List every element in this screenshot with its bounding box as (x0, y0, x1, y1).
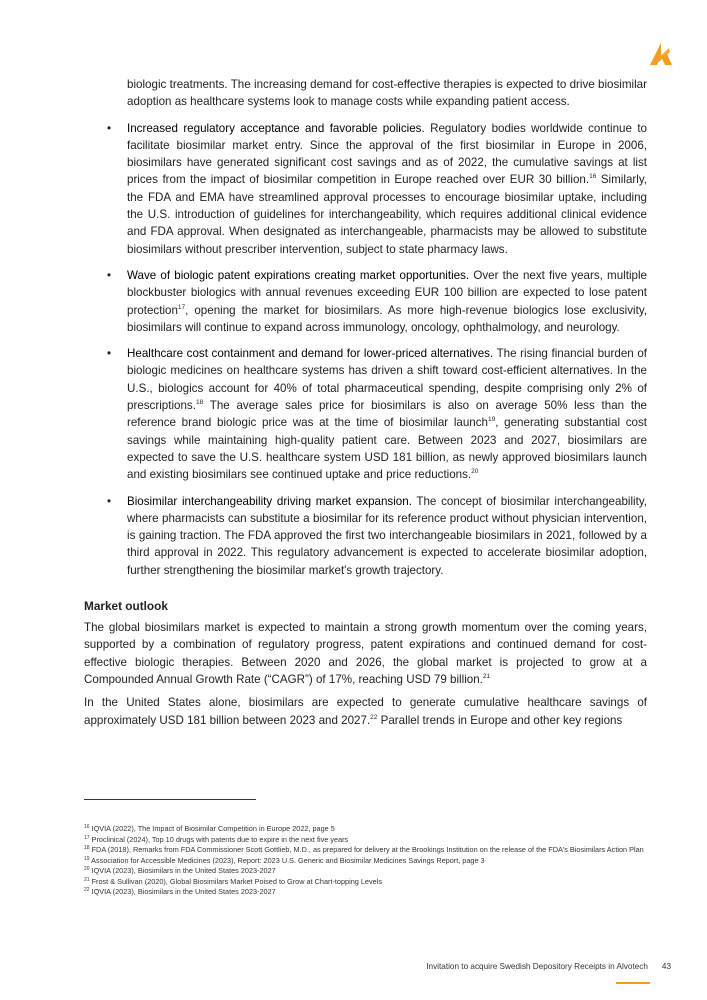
alvotech-logo-icon (649, 42, 673, 66)
footnote: $^{21}$ Frost & Sullivan (2020), Global Biosimilars Market Poised to Grow at Chart-topping Levels (84, 876, 382, 886)
bullet-icon: • (107, 268, 112, 282)
footnote: $^{17}$ Proclinical (2024), Top 10 drugs with patents due to expire in the next five years (84, 834, 349, 844)
list-item: • Increased regulatory acceptance and favorable policies. Regulatory bodies worldwide continue to facilitate biosimilar market entry. Since the approval of the first biosimilar in Europe in 2006, biosimilars have generated significant cost savings and as of 2022, the cumulative savings at list prices from the impact of biosimilar competition in Europe reached over EUR 30 billion.$^{16}$ Similarly, the FDA and EMA have streamlined approval processes to encourage biosimilar uptake, including the U.S. introduction of guidelines for interchangeability, which requires additional clinical evidence and FDA approval. When designated as interchangeable, pharmacists may be allowed to substitute biosimilars without prescriber intervention, subject to state pharmacy laws. (107, 121, 647, 256)
footnote-ref: 19 (488, 416, 496, 424)
outlook-paragraph: In the United States alone, biosimilars are expected to generate cumulative healthcare savings of approximately USD 181 billion between 2023 and 2027.22 Parallel trends in Europe and other key regions (84, 696, 647, 727)
footer-title: Invitation to acquire Swedish Depository Receipts in Alvotech (426, 962, 648, 971)
footnote-ref: 16 (589, 173, 597, 181)
list-item: • Healthcare cost containment and demand for lower-priced alternatives. The rising financial burden of biologic medicines on healthcare systems has driven a shift toward cost-efficient alternatives. In the U.S., biologics account for 40% of total pharmaceutical spending, despite comprising only 2% of prescriptions.$^{18}$ The average sales price for biosimilars is also on average 50% less than the reference brand biologic price was at the time of biosimilar launch$^{19}$, generating substantial cost savings while maintaining high-quality patient care. Between 2023 and 2027, biosimilars are expected to save the U.S. healthcare system USD 181 billion, as newly approved biosimilars launch and existing biosimilars see continued uptake and price reductions.$^{20}$ (107, 347, 648, 482)
footnote: $^{20}$ IQVIA (2023), Biosimilars in the United States 2023-2027 (84, 866, 276, 875)
footnote-ref: 22 (370, 713, 378, 721)
list-item: • Biosimilar interchangeability driving market expansion. The concept of biosimilar interchangeability, where pharmacists can substitute a biosimilar for its reference product without physician intervention, is gaining traction. The FDA approved the first two interchangeable biosimilars in 2021, followed by a third approval in 2022. This regulatory advancement is expected to accelerate biosimilar adoption, further strengthening the biosimilar market's growth trajectory. (107, 494, 647, 577)
footnote: $^{18}$ FDA (2018), Remarks from FDA Commissioner Scott Gottlieb, M.D., as prepared for delivery at the Brookings Institution on the release of the FDA's Biosimilars Action Plan (84, 845, 644, 854)
page-number: 43 (661, 962, 671, 971)
outlook-paragraph: The global biosimilars market is expected to maintain a strong growth momentum over the coming years, supported by a combination of regulatory progress, patent expirations and continued demand for cost-effective biologic therapies. Between 2020 and 2026, the global market is projected to grow at a Compounded Annual Growth Rate (“CAGR”) of 17%, reaching USD 79 billion.$^{21}$ (84, 621, 647, 686)
section-heading: Market outlook (84, 599, 168, 614)
footnote-ref: 17 (177, 303, 186, 311)
bullet-lead: Increased regulatory acceptance and favorable policies. (127, 121, 425, 135)
footnote: $^{19}$ Association for Accessible Medicines (2023), Report: 2023 U.S. Generic and Biosimilar Medicines Savings Report, page 3 (84, 855, 485, 865)
footnote-ref: 18 (195, 399, 204, 407)
driver-list (84, 120, 647, 579)
page-footer (426, 962, 671, 971)
list-item: • Wave of biologic patent expirations creating market opportunities. Over the next five years, multiple blockbuster biologics with annual revenues exceeding EUR 100 billion are expected to lose patent protection$^{17}$, opening the market for biosimilars. As more high-revenue biologics lose exclusivity, biosimilars will continue to expand across immunology, oncology, ophthalmology, and neurology. (107, 268, 647, 334)
bullet-lead: Healthcare cost containment and demand for lower-priced alternatives. (127, 347, 494, 361)
main-content (84, 76, 647, 735)
footnote: $^{22}$ IQVIA (2023), Biosimilars in the United States 2023-2027 (84, 887, 276, 896)
bullet-icon: • (107, 121, 112, 135)
footer-accent-bar (616, 982, 650, 984)
footnote-divider (84, 799, 256, 800)
bullet-lead: Biosimilar interchangeability driving market expansion. (127, 494, 412, 508)
footnote-ref: 21 (482, 672, 491, 680)
footnote-ref: 20 (471, 468, 479, 476)
bullet-icon: • (107, 494, 112, 508)
intro-continuation: biologic treatments. The increasing demand for cost-effective therapies is expected to drive biosimilar adoption as healthcare systems look to manage costs while expanding patient access. (127, 78, 647, 109)
footnote: $^{16}$ IQVIA (2022), The Impact of Biosimilar Competition in Europe 2022, page 5 (84, 824, 335, 833)
footnotes (84, 824, 649, 898)
bullet-lead: Wave of biologic patent expirations creating market opportunities. (127, 268, 470, 282)
bullet-icon: • (107, 347, 112, 361)
